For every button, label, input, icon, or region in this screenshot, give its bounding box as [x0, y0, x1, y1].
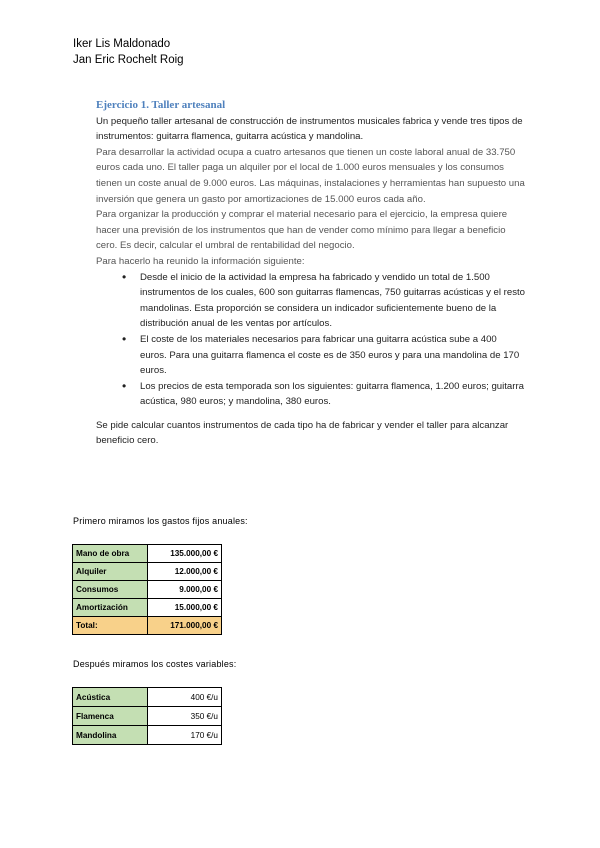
exercise-paragraph: Para organizar la producción y comprar el material necesario para el ejercicio, la empresa quiere hacer una previsión de los instrumentos que han de vender como mínimo para llegar a beneficio cero. Es decir, calcular el umbral de rentabilidad del negocio. [96, 209, 508, 252]
unit-cost: 400 €/u [148, 688, 222, 707]
table-row [73, 563, 222, 581]
total-value: 171.000,00 € [148, 617, 222, 635]
table-row [73, 707, 222, 726]
list-item: • El coste de los materiales necesarios para fabricar una guitarra acústica sube a 400 euros. Para una guitarra flamenca el coste es de 350 euros y para una mandolina de 170 euros. [122, 332, 526, 379]
authors [73, 36, 184, 68]
cost-name: Amortización [73, 599, 148, 617]
variable-costs-label: Después miramos los costes variables: [73, 659, 237, 669]
exercise-paragraph: Para desarrollar la actividad ocupa a cuatro artesanos que tienen un coste laboral anual de 33.750 euros cada uno. El taller paga un alquiler por el local de 1.000 euros mensuales y los consumos tienen un coste anual de 9.000 euros. Las máquinas, instalaciones y herramientas han supuesto una inversión que genera un gasto por amortizaciones de 15.000 euros cada año. [96, 146, 525, 205]
cost-value: 9.000,00 € [148, 581, 222, 599]
fixed-costs-label: Primero miramos los gastos fijos anuales: [73, 516, 248, 526]
exercise-question: Se pide calcular cuantos instrumentos de cada tipo ha de fabricar y vender el taller para alcanzar beneficio cero. [96, 419, 509, 447]
table-row [73, 599, 222, 617]
instrument-name: Acústica [73, 688, 148, 707]
table-row [73, 581, 222, 599]
table-row [73, 688, 222, 707]
total-label: Total: [73, 617, 148, 635]
table-row [73, 545, 222, 563]
fixed-costs-table [72, 544, 222, 635]
instrument-name: Mandolina [73, 726, 148, 745]
author-name: Iker Lis Maldonado [73, 38, 171, 50]
info-list [96, 270, 526, 410]
cost-value: 12.000,00 € [148, 563, 222, 581]
cost-value: 15.000,00 € [148, 599, 222, 617]
exercise-statement [96, 98, 526, 449]
exercise-paragraph: Un pequeño taller artesanal de construcción de instrumentos musicales fabrica y vende tres tipos de instrumentos: guitarra flamenca, guitarra acústica y mandolina. [96, 115, 523, 143]
cost-name: Alquiler [73, 563, 148, 581]
cost-name: Consumos [73, 581, 148, 599]
table-row [73, 726, 222, 745]
unit-cost: 350 €/u [148, 707, 222, 726]
author-name: Jan Eric Rochelt Roig [73, 54, 184, 66]
exercise-paragraph: Para hacerlo ha reunido la información siguiente: [96, 255, 305, 267]
cost-value: 135.000,00 € [148, 545, 222, 563]
total-row [73, 617, 222, 635]
variable-costs-table [72, 687, 222, 745]
list-item: • Los precios de esta temporada son los siguientes: guitarra flamenca, 1.200 euros; guitarra acústica, 980 euros; y mandolina, 380 euros. [122, 379, 526, 410]
instrument-name: Flamenca [73, 707, 148, 726]
list-item: • Desde el inicio de la actividad la empresa ha fabricado y vendido un total de 1.500 instrumentos de los cuales, 600 son guitarras flamencas, 750 guitarras acústicas y el resto mandolinas. Esta proporción se considera un indicador suficientemente bueno de la distribución anual de les ventas por artículos. [122, 270, 526, 332]
exercise-title: Ejercicio 1. Taller artesanal [96, 99, 226, 111]
cost-name: Mano de obra [73, 545, 148, 563]
unit-cost: 170 €/u [148, 726, 222, 745]
